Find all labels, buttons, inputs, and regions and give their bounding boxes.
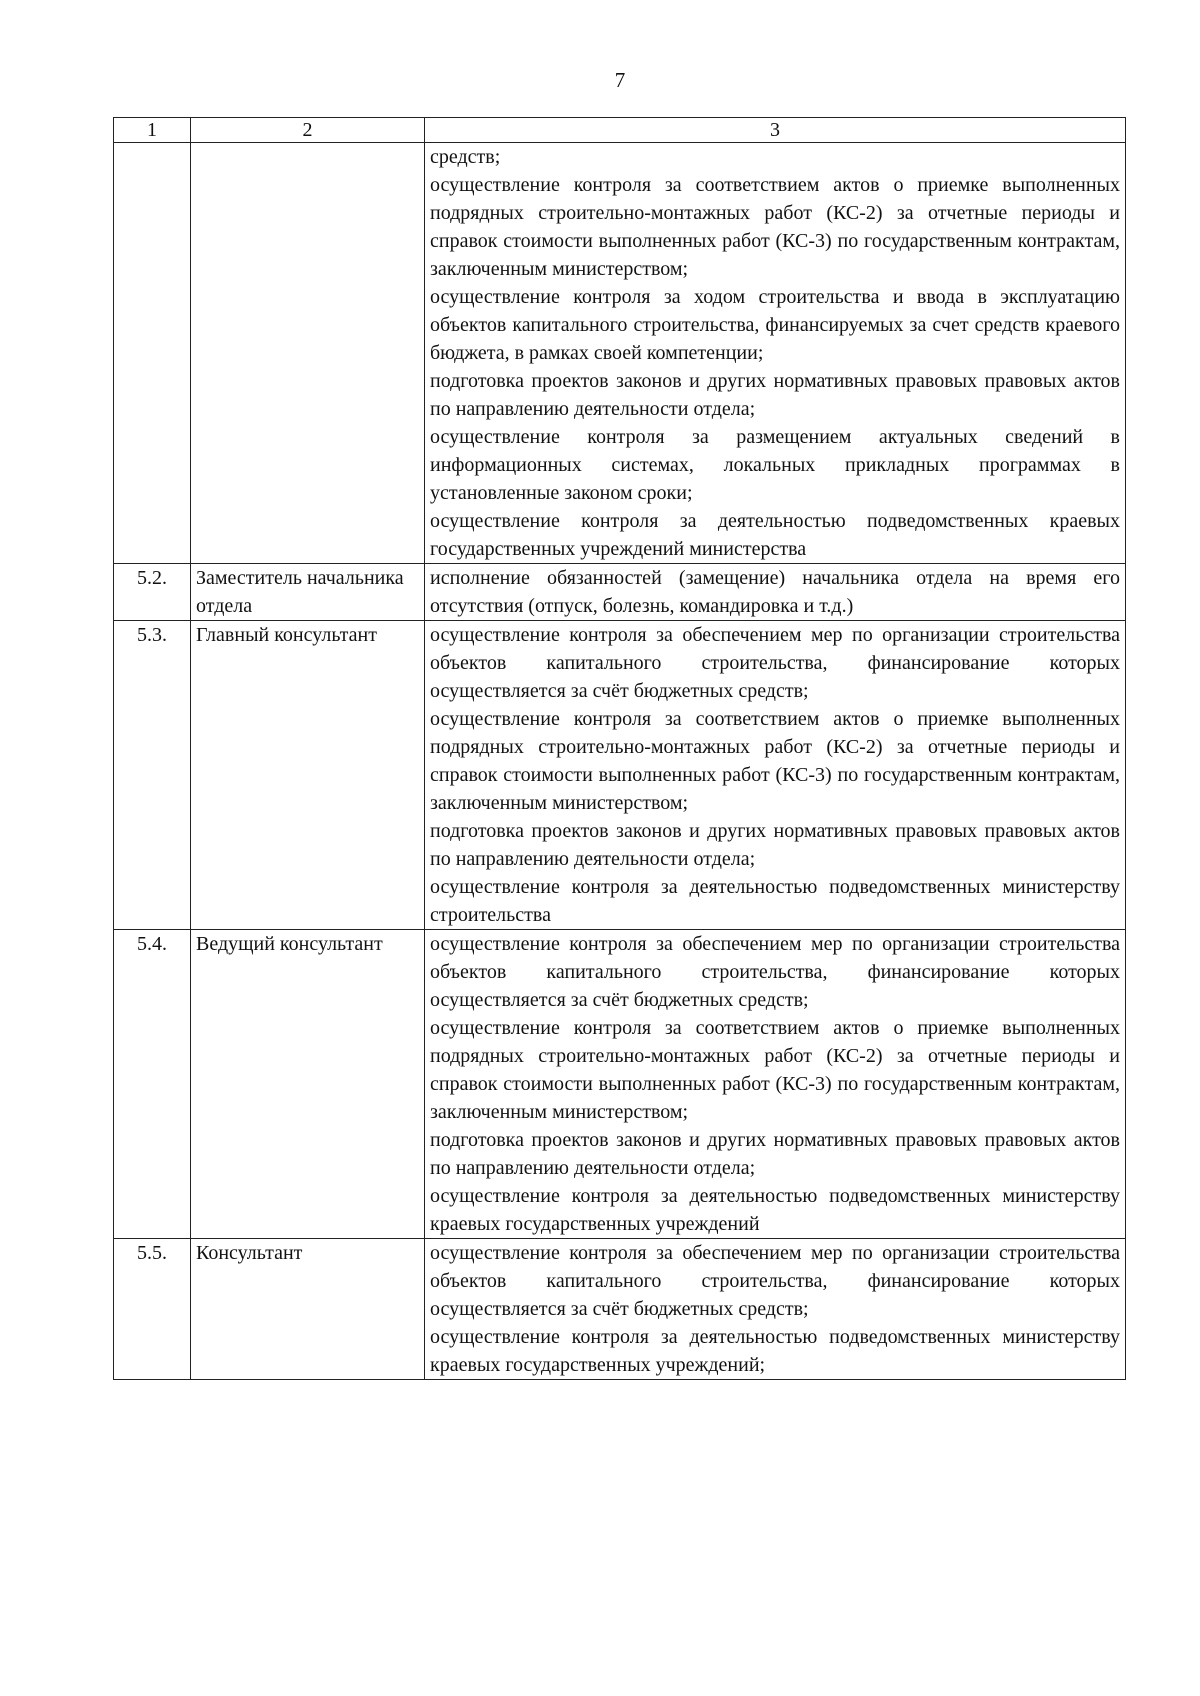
duties-table bbox=[113, 117, 1126, 1380]
table-body bbox=[114, 143, 1126, 1380]
column-header-1: 1 bbox=[114, 118, 191, 143]
page-number: 7 bbox=[614, 68, 626, 92]
duty-item: осуществление контроля за соответствием актов о приемке выполненных подрядных строительно-монтажных работ (КС-2) за отчетные периоды и справок стоимости выполненных работ (КС-3) по государственным контрактам, заключенным министерством; bbox=[430, 708, 1120, 814]
position-cell: Консультант bbox=[191, 1239, 425, 1380]
row-number-cell: 5.5. bbox=[114, 1239, 191, 1380]
table-row bbox=[114, 1239, 1126, 1380]
duty-item: осуществление контроля за ходом строительства и ввода в эксплуатацию объектов капитального строительства, финансируемых за счет средств краевого бюджета, в рамках своей компетенции; bbox=[430, 286, 1120, 364]
duty-item: подготовка проектов законов и других нормативных правовых правовых актов по направлению деятельности отдела; bbox=[430, 370, 1120, 420]
position-cell bbox=[191, 143, 425, 564]
duty-item: средств; bbox=[430, 146, 501, 168]
duty-item: подготовка проектов законов и других нормативных правовых правовых актов по направлению деятельности отдела; bbox=[430, 820, 1120, 870]
position-cell: Ведущий консультант bbox=[191, 930, 425, 1239]
duty-item: подготовка проектов законов и других нормативных правовых правовых актов по направлению деятельности отдела; bbox=[430, 1129, 1120, 1179]
duty-item: осуществление контроля за обеспечением мер по организации строительства объектов капитального строительства, финансирование которых осуществляется за счёт бюджетных средств; bbox=[430, 1242, 1120, 1320]
column-header-3: 3 bbox=[425, 118, 1126, 143]
table-row bbox=[114, 621, 1126, 930]
duty-item: осуществление контроля за деятельностью подведомственных краевых государственных учреждений министерства bbox=[430, 510, 1120, 560]
row-number-cell bbox=[114, 143, 191, 564]
duty-item: осуществление контроля за деятельностью подведомственных министерству краевых государственных учреждений bbox=[430, 1185, 1120, 1235]
duty-item: осуществление контроля за соответствием актов о приемке выполненных подрядных строительно-монтажных работ (КС-2) за отчетные периоды и справок стоимости выполненных работ (КС-3) по государственным контрактам, заключенным министерством; bbox=[430, 174, 1120, 280]
duties-cell bbox=[425, 930, 1126, 1239]
table-row bbox=[114, 143, 1126, 564]
row-number-cell: 5.3. bbox=[114, 621, 191, 930]
duties-cell bbox=[425, 621, 1126, 930]
table-row bbox=[114, 930, 1126, 1239]
table-header-row bbox=[114, 118, 1126, 143]
duty-item: осуществление контроля за соответствием актов о приемке выполненных подрядных строительно-монтажных работ (КС-2) за отчетные периоды и справок стоимости выполненных работ (КС-3) по государственным контрактам, заключенным министерством; bbox=[430, 1017, 1120, 1123]
row-number-cell: 5.4. bbox=[114, 930, 191, 1239]
duties-cell bbox=[425, 1239, 1126, 1380]
column-header-2: 2 bbox=[191, 118, 425, 143]
duty-item: осуществление контроля за обеспечением мер по организации строительства объектов капитального строительства, финансирование которых осуществляется за счёт бюджетных средств; bbox=[430, 624, 1120, 702]
duty-item: исполнение обязанностей (замещение) начальника отдела на время его отсутствия (отпуск, болезнь, командировка и т.д.) bbox=[430, 567, 1120, 617]
duty-item: осуществление контроля за обеспечением мер по организации строительства объектов капитального строительства, финансирование которых осуществляется за счёт бюджетных средств; bbox=[430, 933, 1120, 1011]
duties-cell bbox=[425, 143, 1126, 564]
duty-item: осуществление контроля за деятельностью подведомственных министерству краевых государственных учреждений; bbox=[430, 1326, 1120, 1376]
position-cell: Заместитель начальника отдела bbox=[191, 564, 425, 621]
duty-item: осуществление контроля за деятельностью подведомственных министерству строительства bbox=[430, 876, 1120, 926]
row-number-cell: 5.2. bbox=[114, 564, 191, 621]
duties-cell bbox=[425, 564, 1126, 621]
duty-item: осуществление контроля за размещением актуальных сведений в информационных системах, локальных прикладных программах в установленные законом сроки; bbox=[430, 426, 1120, 504]
table-row bbox=[114, 564, 1126, 621]
position-cell: Главный консультант bbox=[191, 621, 425, 930]
